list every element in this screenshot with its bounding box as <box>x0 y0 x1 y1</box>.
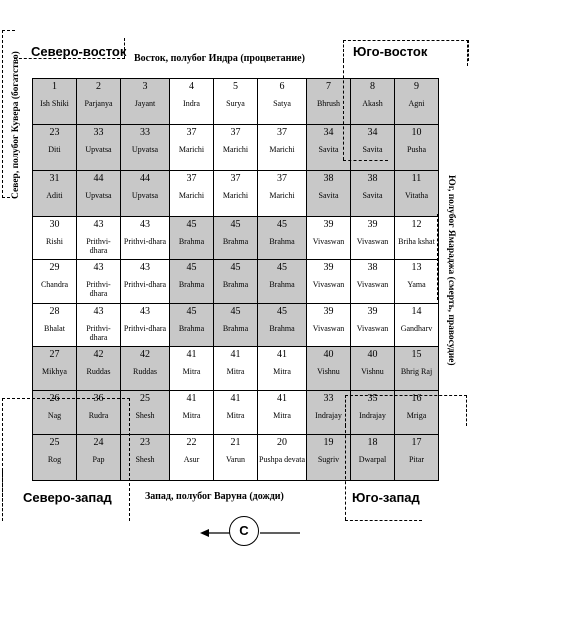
cell-number: 24 <box>93 437 104 448</box>
cell-deity-name: Mitra <box>273 367 291 376</box>
grid-cell <box>213 78 258 125</box>
grid-cell <box>76 124 121 171</box>
cell-number: 15 <box>411 349 422 360</box>
grid-cell <box>306 170 351 217</box>
cell-number: 25 <box>49 437 60 448</box>
northwest-lower-dash <box>2 470 3 521</box>
grid-cell <box>257 434 307 481</box>
grid-cell <box>213 303 258 347</box>
cell-number: 41 <box>186 393 197 404</box>
cell-number: 38 <box>367 262 378 273</box>
northwest-label: Северо-запад <box>23 490 112 505</box>
grid-cell <box>213 124 258 171</box>
cell-deity-name: Marichi <box>269 145 295 154</box>
cell-number: 39 <box>367 306 378 317</box>
cell-number: 4 <box>189 81 194 92</box>
cell-number: 26 <box>49 393 60 404</box>
cell-deity-name: Briha kshat <box>398 237 435 246</box>
grid-cell <box>76 434 121 481</box>
cell-deity-name: Mitra <box>226 367 245 376</box>
cell-number: 23 <box>140 437 150 448</box>
cell-number: 3 <box>142 81 148 92</box>
cell-number: 27 <box>49 349 60 360</box>
grid-cell <box>306 78 351 125</box>
cell-deity-name: Rudra <box>88 411 109 420</box>
grid-cell <box>257 346 307 391</box>
grid-cell <box>169 390 214 435</box>
cell-deity-name: Bhrush <box>316 99 341 108</box>
grid-cell <box>213 259 258 304</box>
grid-cell <box>394 78 439 125</box>
cell-deity-name: Vivaswan <box>356 324 389 333</box>
cell-number: 41 <box>230 393 241 404</box>
grid-cell <box>306 390 351 435</box>
cell-number: 20 <box>277 437 287 448</box>
cell-number: 33 <box>140 127 150 138</box>
cell-deity-name: Marichi <box>269 191 295 200</box>
cell-deity-name: Rog <box>47 455 62 464</box>
cell-number: 31 <box>49 173 60 184</box>
cell-number: 30 <box>49 219 60 230</box>
cell-deity-name: Prithvi-dhara <box>86 280 111 298</box>
cell-number: 35 <box>367 393 378 404</box>
cell-deity-name: Mitra <box>182 411 201 420</box>
cell-deity-name: Vitatha <box>404 191 429 200</box>
cell-deity-name: Pap <box>92 455 105 464</box>
cell-deity-name: Upvatsa <box>131 191 159 200</box>
grid-cell <box>306 259 351 304</box>
cell-deity-name: Upvatsa <box>85 145 112 154</box>
cell-number: 44 <box>140 173 150 184</box>
grid-cell <box>169 434 214 481</box>
cell-deity-name: Diti <box>48 145 61 154</box>
cell-deity-name: Gandharv <box>400 324 433 333</box>
grid-cell <box>350 78 395 125</box>
cell-deity-name: Brahma <box>178 237 205 246</box>
cell-deity-name: Vishnu <box>317 367 340 376</box>
grid-cell <box>120 346 170 391</box>
southeast-right-dash <box>467 40 468 66</box>
cell-deity-name: Indra <box>183 99 200 108</box>
cell-number: 41 <box>230 349 241 360</box>
grid-cell <box>306 303 351 347</box>
cell-deity-name: Brahma <box>269 237 295 246</box>
cell-number: 34 <box>367 127 378 138</box>
grid-cell <box>76 170 121 217</box>
cell-number: 14 <box>411 306 422 317</box>
grid-cell <box>306 124 351 171</box>
grid-cell <box>257 259 307 304</box>
cell-number: 37 <box>230 173 241 184</box>
cell-number: 36 <box>93 393 104 404</box>
cell-deity-name: Jayant <box>134 99 156 108</box>
cell-number: 38 <box>323 173 334 184</box>
west-side-label: Запад, полубог Варуна (дожди) <box>145 491 284 502</box>
grid-cell <box>394 434 439 481</box>
cell-number: 2 <box>96 81 101 92</box>
grid-cell <box>394 170 439 217</box>
grid-cell <box>213 216 258 260</box>
cell-number: 7 <box>326 81 331 92</box>
grid-cell <box>394 303 439 347</box>
grid-cell <box>76 259 121 304</box>
cell-deity-name: Brahma <box>178 280 205 289</box>
grid-cell <box>257 124 307 171</box>
cell-number: 45 <box>230 219 241 230</box>
grid-cell <box>120 170 170 217</box>
grid-cell <box>257 170 307 217</box>
grid-cell <box>213 390 258 435</box>
grid-cell <box>350 170 395 217</box>
northeast-label: Северо-восток <box>31 44 127 59</box>
cell-deity-name: Nag <box>47 411 62 420</box>
cell-number: 9 <box>414 81 419 92</box>
cell-deity-name: Savita <box>362 191 383 200</box>
cell-number: 45 <box>186 306 197 317</box>
cell-number: 28 <box>49 306 60 317</box>
grid-cell <box>213 346 258 391</box>
grid-cell <box>32 124 77 171</box>
cell-number: 45 <box>277 219 287 230</box>
grid-cell <box>169 78 214 125</box>
grid-cell <box>32 216 77 260</box>
grid-cell <box>257 390 307 435</box>
grid-cell <box>394 124 439 171</box>
grid-cell <box>350 434 395 481</box>
east-side-label: Восток, полубог Индра (процветание) <box>134 53 305 64</box>
grid-cell <box>394 346 439 391</box>
cell-deity-name: Indrajay <box>359 411 386 420</box>
cell-deity-name: Vivaswan <box>312 237 345 246</box>
cell-deity-name: Ruddas <box>133 367 157 376</box>
grid-cell <box>32 390 77 435</box>
cell-deity-name: Upvatsa <box>131 145 159 154</box>
cell-deity-name: Marichi <box>178 145 205 154</box>
cell-number: 42 <box>93 349 104 360</box>
cell-number: 25 <box>140 393 150 404</box>
cell-number: 37 <box>186 173 197 184</box>
grid-cell <box>394 259 439 304</box>
cell-deity-name: Mitra <box>273 411 291 420</box>
cell-deity-name: Brahma <box>222 324 249 333</box>
cell-number: 43 <box>93 262 104 273</box>
grid-cell <box>32 78 77 125</box>
cell-deity-name: Brahma <box>269 324 295 333</box>
cell-deity-name: Sugriv <box>317 455 340 464</box>
cell-deity-name: Marichi <box>222 191 249 200</box>
cell-deity-name: Vivaswan <box>312 280 345 289</box>
cell-deity-name: Agni <box>408 99 425 108</box>
cell-deity-name: Pitar <box>408 455 425 464</box>
cell-number: 19 <box>323 437 334 448</box>
cell-deity-name: Marichi <box>178 191 205 200</box>
grid-cell <box>120 434 170 481</box>
cell-deity-name: Vishnu <box>361 367 384 376</box>
cell-number: 1 <box>52 81 57 92</box>
cell-number: 45 <box>277 262 287 273</box>
cell-number: 17 <box>411 437 422 448</box>
grid-cell <box>394 390 439 435</box>
grid-cell <box>76 78 121 125</box>
cell-deity-name: Brahma <box>269 280 295 289</box>
cell-deity-name: Marichi <box>222 145 249 154</box>
cell-number: 11 <box>411 173 422 184</box>
grid-cell <box>213 434 258 481</box>
cell-deity-name: Shesh <box>135 455 155 464</box>
cell-deity-name: Mitra <box>226 411 245 420</box>
grid-cell <box>306 216 351 260</box>
southwest-bottom-dash <box>345 520 422 521</box>
cell-number: 43 <box>93 306 104 317</box>
cell-deity-name: Savita <box>362 145 383 154</box>
cell-deity-name: Chandra <box>40 280 69 289</box>
grid-cell <box>257 216 307 260</box>
cell-number: 43 <box>93 219 104 230</box>
cell-number: 16 <box>411 393 422 404</box>
cell-deity-name: Brahma <box>178 324 205 333</box>
cell-number: 33 <box>323 393 334 404</box>
cell-deity-name: Aditi <box>46 191 63 200</box>
grid-cell <box>76 346 121 391</box>
cell-deity-name: Upvatsa <box>85 191 112 200</box>
cell-number: 37 <box>186 127 197 138</box>
cell-deity-name: Vivaswan <box>312 324 345 333</box>
cell-deity-name: Rishi <box>46 237 63 246</box>
grid-cell <box>213 170 258 217</box>
cell-deity-name: Indrajay <box>315 411 342 420</box>
grid-cell <box>76 303 121 347</box>
grid-cell <box>120 78 170 125</box>
cell-deity-name: Dwarpal <box>358 455 387 464</box>
cell-number: 39 <box>323 262 334 273</box>
grid-cell <box>350 259 395 304</box>
cell-deity-name: Prithvi-dhara <box>123 324 167 333</box>
grid-cell <box>169 216 214 260</box>
grid-cell <box>32 303 77 347</box>
grid-cell <box>257 78 307 125</box>
grid-cell <box>32 170 77 217</box>
cell-number: 43 <box>140 262 150 273</box>
grid-cell <box>394 216 439 260</box>
cell-number: 45 <box>186 219 197 230</box>
grid-cell <box>350 124 395 171</box>
southwest-label: Юго-запад <box>352 490 420 505</box>
grid-cell <box>169 346 214 391</box>
cell-number: 43 <box>140 219 150 230</box>
cell-deity-name: Satya <box>273 99 291 108</box>
grid-cell <box>257 303 307 347</box>
cell-deity-name: Akash <box>362 99 383 108</box>
cell-number: 29 <box>49 262 60 273</box>
cell-deity-name: Brahma <box>222 280 249 289</box>
cell-number: 41 <box>277 393 287 404</box>
cell-number: 6 <box>279 81 285 92</box>
cell-deity-name: Vivaswan <box>356 280 389 289</box>
grid-cell <box>120 303 170 347</box>
grid-cell <box>32 259 77 304</box>
cell-deity-name: Varun <box>225 455 246 464</box>
grid-cell <box>350 303 395 347</box>
cell-number: 39 <box>323 306 334 317</box>
grid-cell <box>350 216 395 260</box>
grid-cell <box>76 216 121 260</box>
cell-number: 18 <box>367 437 378 448</box>
cell-number: 13 <box>411 262 422 273</box>
cell-number: 45 <box>230 306 241 317</box>
cell-deity-name: Mikhya <box>42 367 67 376</box>
cell-number: 21 <box>230 437 241 448</box>
cell-number: 40 <box>323 349 334 360</box>
south-side-label: Юг, полубог Ямараджа (смерть, правосудие) <box>446 175 456 366</box>
grid-cell <box>306 434 351 481</box>
grid-cell <box>32 434 77 481</box>
grid-cell <box>120 124 170 171</box>
southeast-label: Юго-восток <box>353 44 428 59</box>
cell-deity-name: Bhrig Raj <box>400 367 433 376</box>
cell-deity-name: Parjanya <box>84 99 113 108</box>
cell-deity-name: Vivaswan <box>356 237 389 246</box>
cell-number: 5 <box>233 81 238 92</box>
cell-number: 34 <box>323 127 334 138</box>
cell-deity-name: Pusha <box>406 145 427 154</box>
cell-number: 40 <box>367 349 378 360</box>
cell-number: 23 <box>49 127 60 138</box>
cell-number: 37 <box>277 127 287 138</box>
cell-number: 37 <box>230 127 241 138</box>
compass-north-icon: С <box>229 516 259 546</box>
cell-deity-name: Ish Shiki <box>40 99 69 108</box>
cell-deity-name: Yama <box>407 280 426 289</box>
cell-deity-name: Mriga <box>406 411 427 420</box>
cell-deity-name: Mitra <box>182 367 201 376</box>
grid-cell <box>169 170 214 217</box>
cell-deity-name: Prithvi-dhara <box>86 324 111 342</box>
cell-number: 22 <box>186 437 197 448</box>
cell-deity-name: Asur <box>183 455 200 464</box>
cell-deity-name: Prithvi-dhara <box>86 237 111 255</box>
cell-number: 42 <box>140 349 150 360</box>
grid-cell <box>120 216 170 260</box>
cell-deity-name: Savita <box>318 145 339 154</box>
cell-deity-name: Savita <box>318 191 339 200</box>
cell-number: 10 <box>411 127 422 138</box>
cell-deity-name: Bhalat <box>44 324 65 333</box>
grid-cell <box>306 346 351 391</box>
grid-cell <box>120 390 170 435</box>
grid-cell <box>169 303 214 347</box>
cell-number: 45 <box>277 306 287 317</box>
cell-deity-name: Ruddas <box>86 367 111 376</box>
cell-number: 41 <box>277 349 287 360</box>
cell-deity-name: Shesh <box>135 411 155 420</box>
cell-number: 8 <box>370 81 375 92</box>
cell-number: 44 <box>93 173 104 184</box>
cell-number: 39 <box>323 219 334 230</box>
cell-number: 45 <box>230 262 241 273</box>
grid-cell <box>169 259 214 304</box>
grid-cell <box>350 390 395 435</box>
cell-number: 38 <box>367 173 378 184</box>
cell-deity-name: Pushpa devata <box>259 455 305 464</box>
grid-cell <box>169 124 214 171</box>
grid-cell <box>350 346 395 391</box>
cell-deity-name: Brahma <box>222 237 249 246</box>
cell-deity-name: Surya <box>226 99 245 108</box>
grid-cell <box>120 259 170 304</box>
cell-number: 41 <box>186 349 197 360</box>
cell-deity-name: Prithvi-dhara <box>123 280 167 289</box>
grid-cell <box>32 346 77 391</box>
cell-deity-name: Prithvi-dhara <box>123 237 167 246</box>
cell-number: 37 <box>277 173 287 184</box>
cell-number: 39 <box>367 219 378 230</box>
north-side-label: Север, полубог Кувера (богатство) <box>11 51 21 199</box>
cell-number: 33 <box>93 127 104 138</box>
cell-number: 45 <box>186 262 197 273</box>
cell-number: 12 <box>411 219 422 230</box>
cell-number: 43 <box>140 306 150 317</box>
grid-cell <box>76 390 121 435</box>
